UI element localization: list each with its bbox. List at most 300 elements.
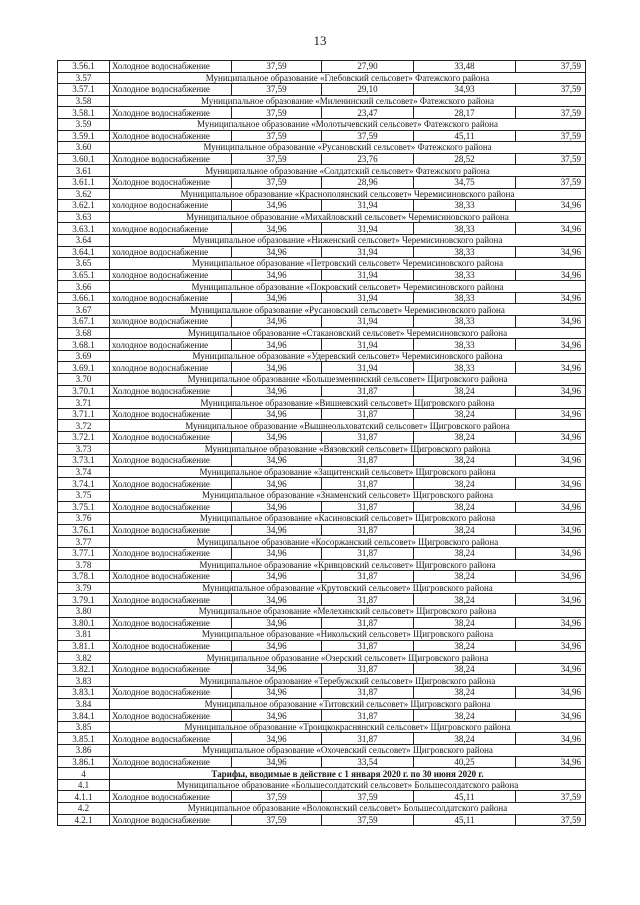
municipality-header-row: [58, 374, 586, 386]
tariff-value-1: 37,59: [232, 84, 322, 96]
municipality-title: Муниципальное образование «Троицкокраснянский сельсовет» Щигровского района: [110, 721, 586, 733]
municipality-header-row: [58, 211, 586, 223]
municipality-title: Муниципальное образование «Глебовский сельсовет» Фатежского района: [110, 72, 586, 84]
tariff-value-4: 34,96: [516, 478, 586, 490]
tariff-value-4: 37,59: [516, 130, 586, 142]
tariff-value-3: 34,75: [414, 176, 516, 188]
service-name: Холодное водоснабжение: [110, 617, 232, 629]
tariff-value-1: 34,96: [232, 501, 322, 513]
tariff-value-2: 37,59: [322, 130, 414, 142]
service-name: Холодное водоснабжение: [110, 524, 232, 536]
tariff-value-1: 34,96: [232, 710, 322, 722]
row-number: 3.59.1: [58, 130, 110, 142]
tariff-value-1: 34,96: [232, 269, 322, 281]
municipality-header-row: [58, 188, 586, 200]
municipality-header-row: [58, 327, 586, 339]
row-number: 4.1: [58, 779, 110, 791]
municipality-header-row: [58, 397, 586, 409]
municipality-title: Муниципальное образование «Мелехинский сельсовет» Щигровского района: [110, 605, 586, 617]
service-name: Холодное водоснабжение: [110, 385, 232, 397]
tariff-value-2: 33,54: [322, 756, 414, 768]
municipality-header-row: [58, 582, 586, 594]
tariff-value-4: 37,59: [516, 153, 586, 165]
row-number: 3.58.1: [58, 107, 110, 119]
row-number: 3.71.1: [58, 408, 110, 420]
municipality-title: Муниципальное образование «Титовский сельсовет» Щигровского района: [110, 698, 586, 710]
tariff-value-3: 38,24: [414, 501, 516, 513]
tariff-value-2: 31,87: [322, 455, 414, 467]
tariff-value-1: 34,96: [232, 640, 322, 652]
tariff-row: [58, 687, 586, 699]
tariff-value-3: 38,33: [414, 223, 516, 235]
municipality-title: Муниципальное образование «Покровский сельсовет» Черемисиновского района: [110, 281, 586, 293]
municipality-header-row: [58, 675, 586, 687]
section-header-row: [58, 768, 586, 780]
tariff-value-3: 38,24: [414, 710, 516, 722]
tariff-row: [58, 84, 586, 96]
tariff-value-3: 38,33: [414, 292, 516, 304]
service-name: Холодное водоснабжение: [110, 408, 232, 420]
row-number: 3.56.1: [58, 61, 110, 73]
row-number: 3.66: [58, 281, 110, 293]
tariff-value-2: 37,59: [322, 814, 414, 826]
municipality-title: Муниципальное образование «Солдатский сельсовет» Фатежского района: [110, 165, 586, 177]
municipality-header-row: [58, 605, 586, 617]
row-number: 3.60.1: [58, 153, 110, 165]
municipality-title: Муниципальное образование «Удеревский сельсовет» Черемисиновского района: [110, 350, 586, 362]
row-number: 3.75: [58, 489, 110, 501]
tariff-value-4: 34,96: [516, 733, 586, 745]
tariff-value-3: 38,33: [414, 269, 516, 281]
tariff-value-1: 34,96: [232, 246, 322, 258]
tariff-value-3: 38,33: [414, 246, 516, 258]
service-name: Холодное водоснабжение: [110, 176, 232, 188]
tariff-row: [58, 640, 586, 652]
tariff-value-3: 38,24: [414, 432, 516, 444]
municipality-title: Муниципальное образование «Знаменский сельсовет» Щигровского района: [110, 489, 586, 501]
tariff-row: [58, 710, 586, 722]
tariff-value-2: 31,87: [322, 733, 414, 745]
service-name: Холодное водоснабжение: [110, 478, 232, 490]
service-name: Холодное водоснабжение: [110, 710, 232, 722]
row-number: 3.62: [58, 188, 110, 200]
tariff-row: [58, 432, 586, 444]
row-number: 3.65.1: [58, 269, 110, 281]
tariff-row: [58, 200, 586, 212]
service-name: холодное водоснабжение: [110, 223, 232, 235]
row-number: 3.69.1: [58, 362, 110, 374]
tariff-value-4: 34,96: [516, 362, 586, 374]
tariff-value-1: 37,59: [232, 107, 322, 119]
tariff-value-4: 34,96: [516, 524, 586, 536]
service-name: холодное водоснабжение: [110, 292, 232, 304]
tariff-value-2: 31,94: [322, 269, 414, 281]
municipality-header-row: [58, 779, 586, 791]
row-number: 3.64.1: [58, 246, 110, 258]
municipality-header-row: [58, 304, 586, 316]
tariff-value-4: 34,96: [516, 756, 586, 768]
tariff-value-3: 38,24: [414, 687, 516, 699]
municipality-title: Муниципальное образование «Русановский сельсовет» Фатежского района: [110, 142, 586, 154]
tariff-row: [58, 501, 586, 513]
tariff-value-2: 31,87: [322, 478, 414, 490]
tariff-value-2: 31,87: [322, 640, 414, 652]
row-number: 3.76: [58, 513, 110, 525]
tariff-row: [58, 791, 586, 803]
service-name: Холодное водоснабжение: [110, 547, 232, 559]
row-number: 3.79: [58, 582, 110, 594]
tariff-value-4: 34,96: [516, 501, 586, 513]
municipality-title: Муниципальное образование «Косоржанский сельсовет» Щигровского района: [110, 536, 586, 548]
tariff-value-4: 37,59: [516, 814, 586, 826]
tariff-value-2: 31,94: [322, 316, 414, 328]
row-number: 3.66.1: [58, 292, 110, 304]
tariff-row: [58, 130, 586, 142]
tariff-value-1: 37,59: [232, 176, 322, 188]
tariff-row: [58, 246, 586, 258]
row-number: 3.78.1: [58, 571, 110, 583]
row-number: 4.2: [58, 803, 110, 815]
tariff-table: [57, 60, 586, 826]
tariff-row: [58, 176, 586, 188]
row-number: 3.60: [58, 142, 110, 154]
municipality-title: Муниципальное образование «Кривцовский сельсовет» Щигровского района: [110, 559, 586, 571]
row-number: 3.61: [58, 165, 110, 177]
tariff-value-1: 37,59: [232, 791, 322, 803]
row-number: 3.63: [58, 211, 110, 223]
tariff-value-2: 37,59: [322, 791, 414, 803]
municipality-title: Муниципальное образование «Теребужский сельсовет» Щигровского района: [110, 675, 586, 687]
tariff-value-1: 34,96: [232, 385, 322, 397]
tariff-value-3: 38,24: [414, 385, 516, 397]
tariff-row: [58, 223, 586, 235]
row-number: 3.83: [58, 675, 110, 687]
municipality-header-row: [58, 142, 586, 154]
tariff-value-3: 38,24: [414, 640, 516, 652]
tariff-value-2: 31,87: [322, 408, 414, 420]
row-number: 3.73: [58, 443, 110, 455]
municipality-title: Муниципальное образование «Крутовский сельсовет» Щигровского района: [110, 582, 586, 594]
service-name: Холодное водоснабжение: [110, 130, 232, 142]
tariff-value-4: 34,96: [516, 246, 586, 258]
municipality-title: Муниципальное образование «Вязовский сельсовет» Щигровского района: [110, 443, 586, 455]
tariff-value-1: 37,59: [232, 130, 322, 142]
tariff-row: [58, 571, 586, 583]
tariff-value-3: 38,24: [414, 524, 516, 536]
tariff-value-2: 27,90: [322, 61, 414, 73]
service-name: холодное водоснабжение: [110, 339, 232, 351]
row-number: 3.70: [58, 374, 110, 386]
tariff-value-1: 34,96: [232, 571, 322, 583]
tariff-value-1: 34,96: [232, 432, 322, 444]
tariff-row: [58, 617, 586, 629]
row-number: 3.63.1: [58, 223, 110, 235]
service-name: Холодное водоснабжение: [110, 107, 232, 119]
tariff-value-1: 34,96: [232, 362, 322, 374]
municipality-header-row: [58, 165, 586, 177]
municipality-title: Муниципальное образование «Защитенский сельсовет» Щигровского района: [110, 466, 586, 478]
tariff-value-1: 34,96: [232, 663, 322, 675]
tariff-table-body: [58, 61, 586, 826]
row-number: 3.65: [58, 258, 110, 270]
tariff-value-3: 33,48: [414, 61, 516, 73]
municipality-header-row: [58, 629, 586, 641]
row-number: 3.71: [58, 397, 110, 409]
tariff-value-4: 34,96: [516, 292, 586, 304]
tariff-value-4: 34,96: [516, 339, 586, 351]
tariff-value-2: 31,94: [322, 292, 414, 304]
tariff-value-3: 38,33: [414, 316, 516, 328]
tariff-value-4: 34,96: [516, 432, 586, 444]
tariff-value-1: 34,96: [232, 617, 322, 629]
row-number: 3.82: [58, 652, 110, 664]
tariff-value-3: 28,17: [414, 107, 516, 119]
municipality-header-row: [58, 698, 586, 710]
service-name: Холодное водоснабжение: [110, 663, 232, 675]
tariff-value-2: 31,94: [322, 339, 414, 351]
tariff-value-4: 34,96: [516, 710, 586, 722]
tariff-value-4: 34,96: [516, 547, 586, 559]
municipality-title: Муниципальное образование «Молотычевский сельсовет» Фатежского района: [110, 118, 586, 130]
service-name: Холодное водоснабжение: [110, 687, 232, 699]
tariff-value-1: 37,59: [232, 153, 322, 165]
service-name: Холодное водоснабжение: [110, 153, 232, 165]
service-name: Холодное водоснабжение: [110, 791, 232, 803]
service-name: Холодное водоснабжение: [110, 594, 232, 606]
tariff-value-2: 31,87: [322, 617, 414, 629]
row-number: 3.79.1: [58, 594, 110, 606]
tariff-value-1: 34,96: [232, 316, 322, 328]
tariff-row: [58, 153, 586, 165]
tariff-value-4: 34,96: [516, 687, 586, 699]
row-number: 3.85.1: [58, 733, 110, 745]
row-number: 3.81.1: [58, 640, 110, 652]
tariff-value-1: 37,59: [232, 61, 322, 73]
tariff-value-3: 38,33: [414, 339, 516, 351]
row-number: 3.77: [58, 536, 110, 548]
municipality-title: Муниципальное образование «Ниженский сельсовет» Черемисиновского района: [110, 234, 586, 246]
municipality-header-row: [58, 652, 586, 664]
tariff-value-2: 31,87: [322, 687, 414, 699]
municipality-header-row: [58, 803, 586, 815]
row-number: 3.68.1: [58, 339, 110, 351]
tariff-value-3: 45,11: [414, 130, 516, 142]
section-number: 4: [58, 768, 110, 780]
tariff-value-1: 37,59: [232, 814, 322, 826]
municipality-header-row: [58, 513, 586, 525]
tariff-value-3: 38,33: [414, 362, 516, 374]
municipality-title: Муниципальное образование «Никольский сельсовет» Щигровского района: [110, 629, 586, 641]
tariff-value-2: 31,87: [322, 663, 414, 675]
row-number: 3.58: [58, 95, 110, 107]
row-number: 4.2.1: [58, 814, 110, 826]
row-number: 3.57.1: [58, 84, 110, 96]
municipality-title: Муниципальное образование «Русановский сельсовет» Черемисиновского района: [110, 304, 586, 316]
row-number: 3.73.1: [58, 455, 110, 467]
row-number: 3.62.1: [58, 200, 110, 212]
row-number: 3.70.1: [58, 385, 110, 397]
row-number: 3.86.1: [58, 756, 110, 768]
tariff-value-1: 34,96: [232, 339, 322, 351]
service-name: Холодное водоснабжение: [110, 501, 232, 513]
tariff-row: [58, 362, 586, 374]
tariff-value-3: 38,24: [414, 617, 516, 629]
section-title: Тарифы, вводимые в действие с 1 января 2020 г. по 30 июня 2020 г.: [110, 768, 586, 780]
tariff-value-3: 38,24: [414, 478, 516, 490]
tariff-row: [58, 814, 586, 826]
tariff-value-4: 34,96: [516, 408, 586, 420]
tariff-value-4: 34,96: [516, 385, 586, 397]
row-number: 3.84.1: [58, 710, 110, 722]
row-number: 3.72.1: [58, 432, 110, 444]
municipality-header-row: [58, 95, 586, 107]
row-number: 3.59: [58, 118, 110, 130]
tariff-value-3: 38,33: [414, 200, 516, 212]
tariff-value-4: 34,96: [516, 617, 586, 629]
tariff-value-3: 28,52: [414, 153, 516, 165]
row-number: 3.61.1: [58, 176, 110, 188]
row-number: 4.1.1: [58, 791, 110, 803]
tariff-value-3: 34,93: [414, 84, 516, 96]
tariff-value-1: 34,96: [232, 408, 322, 420]
tariff-row: [58, 269, 586, 281]
tariff-value-2: 23,47: [322, 107, 414, 119]
row-number: 3.69: [58, 350, 110, 362]
tariff-value-1: 34,96: [232, 478, 322, 490]
tariff-value-1: 34,96: [232, 594, 322, 606]
municipality-header-row: [58, 258, 586, 270]
service-name: Холодное водоснабжение: [110, 733, 232, 745]
municipality-title: Муниципальное образование «Большезменинский сельсовет» Щигровского района: [110, 374, 586, 386]
tariff-row: [58, 663, 586, 675]
tariff-row: [58, 107, 586, 119]
tariff-value-1: 34,96: [232, 292, 322, 304]
tariff-row: [58, 547, 586, 559]
municipality-header-row: [58, 443, 586, 455]
tariff-value-3: 38,24: [414, 594, 516, 606]
tariff-value-3: 38,24: [414, 733, 516, 745]
tariff-row: [58, 478, 586, 490]
row-number: 3.86: [58, 745, 110, 757]
tariff-value-3: 38,24: [414, 547, 516, 559]
tariff-value-2: 31,87: [322, 547, 414, 559]
tariff-value-2: 31,87: [322, 385, 414, 397]
tariff-value-1: 34,96: [232, 687, 322, 699]
tariff-value-3: 45,11: [414, 791, 516, 803]
row-number: 3.80: [58, 605, 110, 617]
tariff-row: [58, 61, 586, 73]
tariff-value-1: 34,96: [232, 200, 322, 212]
tariff-value-1: 34,96: [232, 455, 322, 467]
service-name: Холодное водоснабжение: [110, 432, 232, 444]
row-number: 3.82.1: [58, 663, 110, 675]
tariff-value-2: 31,87: [322, 571, 414, 583]
tariff-value-2: 31,94: [322, 246, 414, 258]
tariff-value-4: 34,96: [516, 455, 586, 467]
municipality-header-row: [58, 536, 586, 548]
tariff-row: [58, 292, 586, 304]
tariff-row: [58, 733, 586, 745]
tariff-row: [58, 756, 586, 768]
service-name: холодное водоснабжение: [110, 316, 232, 328]
municipality-title: Муниципальное образование «Охочевский сельсовет» Щигровского района: [110, 745, 586, 757]
service-name: Холодное водоснабжение: [110, 61, 232, 73]
row-number: 3.78: [58, 559, 110, 571]
tariff-value-2: 31,87: [322, 594, 414, 606]
municipality-title: Муниципальное образование «Озерский сельсовет» Щигровского района: [110, 652, 586, 664]
tariff-value-4: 34,96: [516, 316, 586, 328]
municipality-header-row: [58, 466, 586, 478]
tariff-value-4: 37,59: [516, 107, 586, 119]
row-number: 3.67: [58, 304, 110, 316]
tariff-value-4: 37,59: [516, 84, 586, 96]
tariff-row: [58, 385, 586, 397]
service-name: холодное водоснабжение: [110, 246, 232, 258]
row-number: 3.74: [58, 466, 110, 478]
municipality-header-row: [58, 489, 586, 501]
tariff-value-3: 38,24: [414, 408, 516, 420]
tariff-value-2: 31,87: [322, 501, 414, 513]
service-name: холодное водоснабжение: [110, 269, 232, 281]
municipality-header-row: [58, 350, 586, 362]
tariff-value-4: 34,96: [516, 594, 586, 606]
tariff-value-2: 31,94: [322, 362, 414, 374]
tariff-value-4: 34,96: [516, 200, 586, 212]
municipality-header-row: [58, 118, 586, 130]
tariff-value-2: 31,94: [322, 200, 414, 212]
tariff-value-4: 34,96: [516, 223, 586, 235]
municipality-title: Муниципальное образование «Большесолдатский сельсовет» Большесолдатского района: [110, 779, 586, 791]
municipality-title: Муниципальное образование «Михайловский сельсовет» Черемисиновского района: [110, 211, 586, 223]
tariff-row: [58, 339, 586, 351]
row-number: 3.81: [58, 629, 110, 641]
tariff-value-3: 38,24: [414, 571, 516, 583]
service-name: Холодное водоснабжение: [110, 571, 232, 583]
row-number: 3.85: [58, 721, 110, 733]
municipality-title: Муниципальное образование «Петровский сельсовет» Черемисиновского района: [110, 258, 586, 270]
row-number: 3.74.1: [58, 478, 110, 490]
tariff-value-1: 34,96: [232, 223, 322, 235]
tariff-row: [58, 455, 586, 467]
tariff-value-3: 45,11: [414, 814, 516, 826]
tariff-value-1: 34,96: [232, 524, 322, 536]
service-name: Холодное водоснабжение: [110, 814, 232, 826]
tariff-value-4: 37,59: [516, 176, 586, 188]
municipality-title: Муниципальное образование «Волоконский сельсовет» Большесолдатского района: [110, 803, 586, 815]
row-number: 3.67.1: [58, 316, 110, 328]
row-number: 3.72: [58, 420, 110, 432]
service-name: холодное водоснабжение: [110, 362, 232, 374]
municipality-title: Муниципальное образование «Касиновский сельсовет» Щигровского района: [110, 513, 586, 525]
tariff-value-4: 34,96: [516, 663, 586, 675]
row-number: 3.57: [58, 72, 110, 84]
row-number: 3.75.1: [58, 501, 110, 513]
row-number: 3.76.1: [58, 524, 110, 536]
row-number: 3.68: [58, 327, 110, 339]
municipality-header-row: [58, 745, 586, 757]
tariff-value-4: 37,59: [516, 61, 586, 73]
service-name: Холодное водоснабжение: [110, 84, 232, 96]
service-name: Холодное водоснабжение: [110, 640, 232, 652]
tariff-value-3: 38,24: [414, 455, 516, 467]
tariff-row: [58, 594, 586, 606]
tariff-value-2: 31,87: [322, 710, 414, 722]
tariff-value-2: 28,96: [322, 176, 414, 188]
municipality-header-row: [58, 559, 586, 571]
tariff-value-2: 31,94: [322, 223, 414, 235]
page-number: 13: [313, 33, 327, 48]
row-number: 3.84: [58, 698, 110, 710]
